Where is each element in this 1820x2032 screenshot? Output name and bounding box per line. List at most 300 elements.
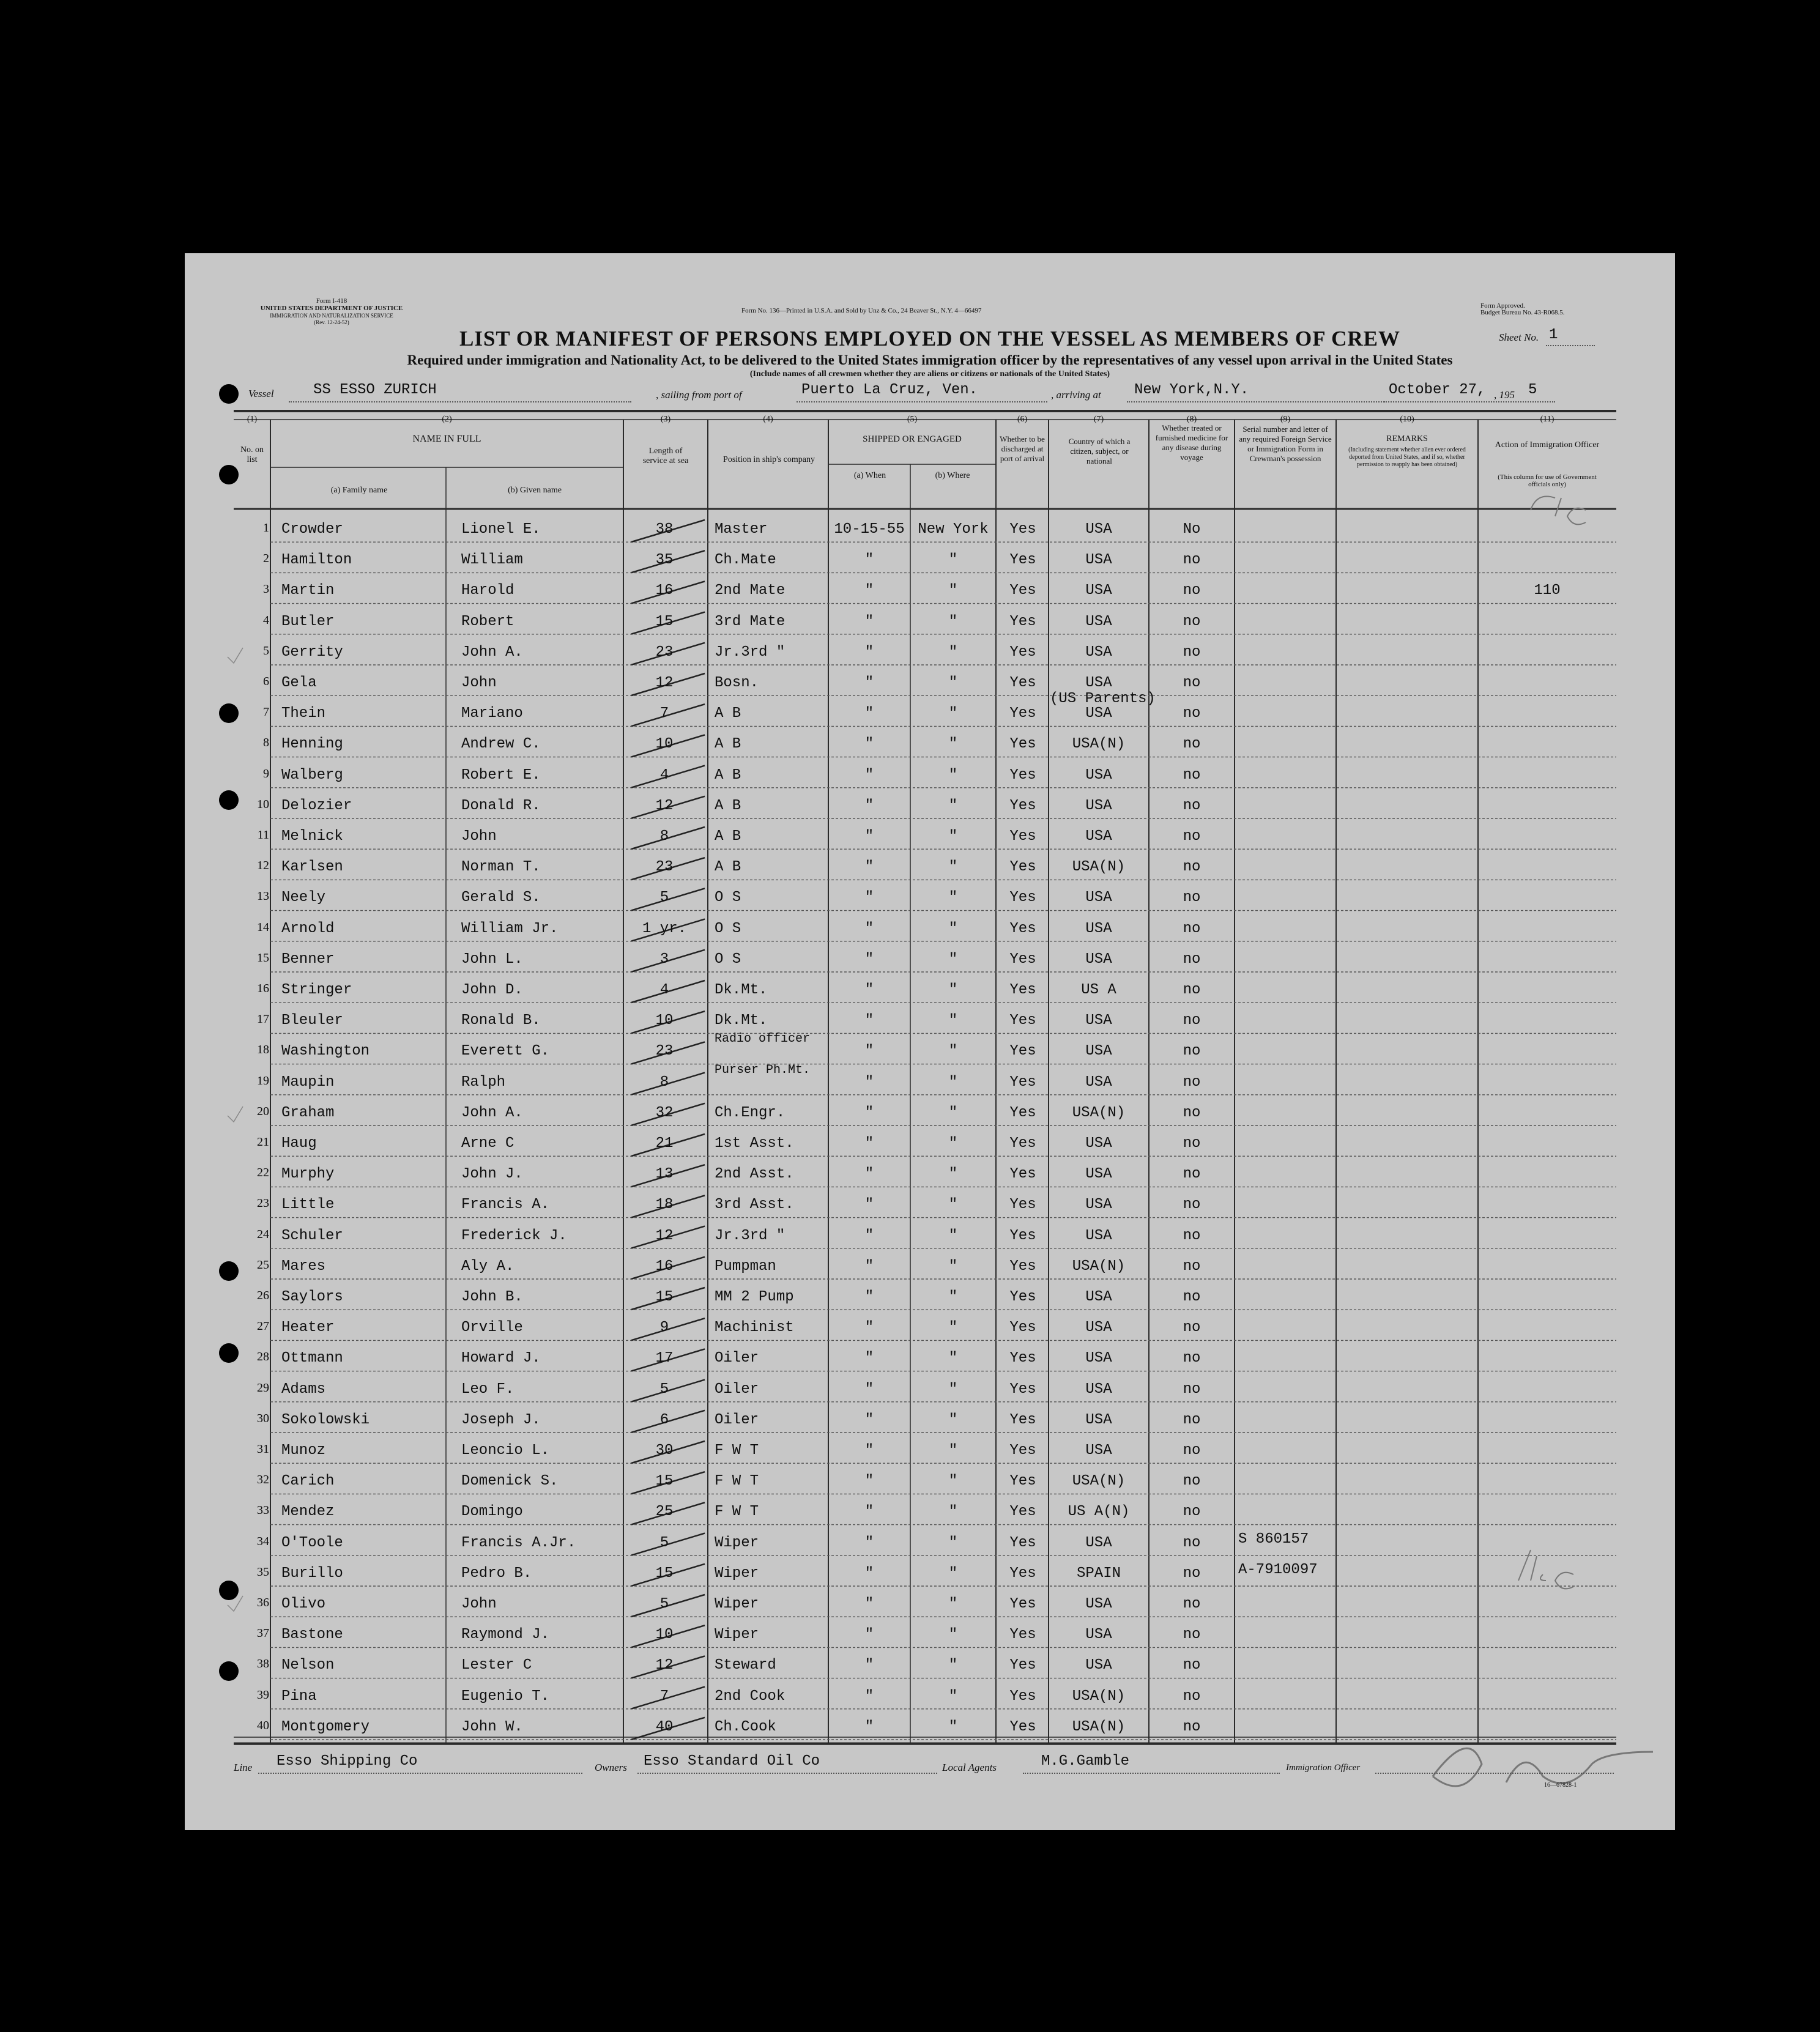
- discharged: Yes: [1009, 613, 1036, 630]
- row-number: 24: [257, 1227, 269, 1241]
- medicine: no: [1183, 889, 1201, 907]
- discharged: Yes: [1009, 1289, 1036, 1305]
- medicine: no: [1183, 1073, 1201, 1091]
- given-name: Donald R.: [461, 797, 541, 814]
- col2a-header: (a) Family name: [330, 486, 388, 495]
- row-number: 36: [257, 1596, 269, 1609]
- owners-label: Owners: [595, 1762, 627, 1773]
- shipped-when: ": [864, 797, 874, 814]
- length-of-service: 25: [655, 1504, 674, 1521]
- length-of-service: 15: [655, 1289, 674, 1305]
- medicine: no: [1183, 1411, 1201, 1428]
- discharged: Yes: [1009, 1073, 1036, 1091]
- shipped-where: ": [948, 552, 958, 569]
- country: USA: [1085, 951, 1112, 968]
- service: IMMIGRATION AND NATURALIZATION SERVICE: [270, 313, 393, 319]
- position: Ch.Mate: [715, 552, 776, 569]
- position: 1st Asst.: [715, 1135, 794, 1152]
- shipped-when: ": [864, 766, 874, 784]
- col9-num: (9): [1280, 415, 1291, 424]
- sailing-label: , sailing from port of: [656, 389, 742, 401]
- discharged: Yes: [1009, 1473, 1036, 1490]
- shipped-where: ": [948, 1657, 958, 1674]
- row-number: 11: [257, 828, 269, 842]
- family-name: Delozier: [281, 797, 352, 814]
- medicine: no: [1183, 613, 1201, 630]
- col7-header: Country of which a citizen, subject, or national: [1068, 437, 1131, 465]
- col11-note: (This column for use of Government officials only): [1498, 473, 1597, 488]
- revision: (Rev. 12-24-52): [314, 319, 349, 325]
- shipped-when: ": [864, 859, 874, 876]
- family-name: Henning: [281, 736, 343, 753]
- country: USA: [1085, 1442, 1112, 1459]
- country: USA: [1085, 1135, 1112, 1152]
- shipped-when: ": [864, 1319, 874, 1337]
- length-of-service: 12: [655, 1657, 674, 1674]
- form-subtitle: Required under immigration and Nationality Act, to be delivered to the United States immigration officer by the representatives of any vessel upon arrival in the United States: [407, 352, 1453, 368]
- medicine: no: [1183, 1626, 1201, 1644]
- length-of-service: 13: [655, 1166, 674, 1183]
- family-name: Ottmann: [281, 1350, 343, 1367]
- family-name: Graham: [281, 1104, 335, 1121]
- col3-num: (3): [660, 415, 671, 424]
- medicine: no: [1183, 1104, 1201, 1121]
- col5b-header: (b) Where: [935, 471, 970, 480]
- discharged: Yes: [1009, 582, 1036, 599]
- position: Wiper: [715, 1626, 759, 1644]
- row-number: 9: [263, 766, 269, 781]
- agents-label: Local Agents: [942, 1762, 997, 1773]
- length-of-service: 16: [655, 1258, 674, 1275]
- family-name: Mendez: [281, 1504, 335, 1521]
- shipped-where: ": [948, 1227, 958, 1244]
- row-number: 10: [257, 797, 269, 811]
- given-name: Norman T.: [461, 859, 541, 876]
- row-number: 35: [257, 1565, 269, 1579]
- shipped-when: ": [864, 1350, 874, 1367]
- shipped-when: ": [864, 828, 874, 845]
- length-of-service: 18: [655, 1196, 674, 1214]
- shipped-when: ": [864, 1718, 874, 1735]
- shipped-when: ": [864, 951, 874, 968]
- family-name: Neely: [281, 889, 326, 907]
- form-id: Form I-418: [316, 297, 347, 305]
- position: Dk.Mt.: [715, 982, 768, 998]
- given-name: Joseph J.: [461, 1411, 541, 1428]
- medicine: no: [1183, 1565, 1201, 1582]
- discharged: Yes: [1009, 1319, 1036, 1337]
- medicine: no: [1183, 1596, 1201, 1612]
- form-note: (Include names of all crewmen whether they are aliens or citizens or nationals of the United States): [749, 369, 1110, 379]
- discharged: Yes: [1009, 1534, 1036, 1551]
- discharged: Yes: [1009, 1688, 1036, 1705]
- shipped-where: ": [948, 1688, 958, 1705]
- length-of-service: 10: [655, 1012, 674, 1029]
- col2-num: (2): [442, 415, 452, 424]
- shipped-when: ": [864, 1626, 874, 1644]
- given-name: John J.: [461, 1166, 523, 1183]
- country: USA: [1085, 705, 1112, 722]
- family-name: Thein: [281, 705, 326, 722]
- given-name: Robert: [461, 613, 514, 630]
- col11-num: (11): [1540, 415, 1554, 424]
- given-name: Robert E.: [461, 766, 541, 784]
- discharged: Yes: [1009, 889, 1036, 907]
- position: Ch.Engr.: [715, 1104, 786, 1121]
- country: USA: [1085, 1350, 1112, 1367]
- country: USA: [1085, 1596, 1112, 1612]
- discharged: Yes: [1009, 643, 1036, 661]
- shipped-when: ": [864, 1565, 874, 1582]
- length-of-service: 5: [659, 1596, 669, 1612]
- medicine: no: [1183, 1657, 1201, 1674]
- shipped-when: ": [864, 1135, 874, 1152]
- row-number: 37: [257, 1626, 269, 1641]
- discharged: Yes: [1009, 1411, 1036, 1428]
- row-number: 39: [257, 1688, 269, 1702]
- shipped-when: ": [864, 1381, 874, 1398]
- shipped-where: ": [948, 1626, 958, 1644]
- row-number: 31: [257, 1442, 269, 1456]
- vessel-name: SS ESSO ZURICH: [313, 382, 437, 398]
- given-name: Arne C: [461, 1135, 514, 1152]
- row-number: 20: [257, 1104, 269, 1118]
- given-name: Domingo: [461, 1504, 523, 1521]
- row-number: 12: [257, 859, 269, 873]
- position: Radio officer: [715, 1032, 811, 1047]
- shipped-where: ": [948, 920, 958, 937]
- country: USA: [1085, 1196, 1112, 1214]
- shipped-when: ": [864, 1504, 874, 1521]
- given-name: Aly A.: [461, 1258, 514, 1275]
- col5-header: SHIPPED OR ENGAGED: [863, 434, 962, 444]
- family-name: O'Toole: [281, 1534, 343, 1551]
- discharged: Yes: [1009, 1350, 1036, 1367]
- country: USA(N): [1072, 1473, 1126, 1490]
- length-of-service: 10: [655, 1626, 674, 1644]
- position: Jr.3rd ": [715, 1227, 786, 1244]
- year-digit: 5: [1528, 382, 1537, 398]
- manifest-sheet: [185, 253, 1675, 1830]
- serial-number: A-7910097: [1238, 1561, 1318, 1578]
- discharged: Yes: [1009, 1565, 1036, 1582]
- row-number: 25: [257, 1258, 269, 1272]
- row-number: 29: [257, 1381, 269, 1395]
- discharged: Yes: [1009, 705, 1036, 722]
- shipped-when: ": [864, 613, 874, 630]
- shipped-where: ": [948, 1289, 958, 1305]
- given-name: Everett G.: [461, 1043, 550, 1060]
- length-of-service: 7: [659, 705, 669, 722]
- form-title: LIST OR MANIFEST OF PERSONS EMPLOYED ON THE VESSEL AS MEMBERS OF CREW: [459, 327, 1401, 350]
- shipped-when: ": [864, 1227, 874, 1244]
- medicine: no: [1183, 1534, 1201, 1551]
- row-number: 18: [257, 1043, 269, 1057]
- col5a-header: (a) When: [853, 471, 886, 480]
- position: Machinist: [715, 1319, 794, 1337]
- country: USA: [1085, 643, 1112, 661]
- discharged: Yes: [1009, 1196, 1036, 1214]
- col4-header: Position in ship's company: [723, 455, 815, 464]
- length-of-service: 16: [655, 582, 674, 599]
- family-name: Murphy: [281, 1166, 335, 1183]
- family-name: Stringer: [281, 982, 352, 998]
- punch-hole: [219, 703, 239, 723]
- length-of-service: 12: [655, 1227, 674, 1244]
- position: Wiper: [715, 1565, 759, 1582]
- arriving-label: , arriving at: [1051, 389, 1101, 401]
- given-name: John D.: [461, 982, 523, 998]
- shipped-when: ": [864, 1411, 874, 1428]
- position: O S: [715, 920, 741, 937]
- given-name: Lester C: [461, 1657, 532, 1674]
- country: USA(N): [1072, 736, 1126, 753]
- discharged: Yes: [1009, 920, 1036, 937]
- country: USA: [1085, 920, 1112, 937]
- discharged: Yes: [1009, 552, 1036, 569]
- agents-value: M.G.Gamble: [1041, 1753, 1130, 1770]
- shipped-where: ": [948, 1258, 958, 1275]
- family-name: Crowder: [281, 521, 343, 538]
- shipped-when: ": [864, 1442, 874, 1459]
- shipped-when: ": [864, 1473, 874, 1490]
- position: A B: [715, 859, 741, 876]
- position: 3rd Asst.: [715, 1196, 794, 1214]
- family-name: Hamilton: [281, 552, 352, 569]
- country: USA: [1085, 1227, 1112, 1244]
- position: Master: [715, 521, 768, 538]
- shipped-where: ": [948, 1534, 958, 1551]
- given-name: John: [461, 828, 497, 845]
- punch-hole: [219, 384, 239, 404]
- length-of-service: 4: [659, 766, 669, 784]
- col5-num: (5): [907, 415, 918, 424]
- shipped-when: ": [864, 1688, 874, 1705]
- family-name: Saylors: [281, 1289, 343, 1305]
- country: USA: [1085, 1319, 1112, 1337]
- shipped-when: ": [864, 643, 874, 661]
- col8-header: Whether treated or furnished medicine for any disease during voyage: [1155, 423, 1228, 462]
- punch-hole: [219, 465, 239, 484]
- arrival-date: October 27,: [1389, 382, 1486, 398]
- country: USA(N): [1072, 1688, 1126, 1705]
- country: USA: [1085, 582, 1112, 599]
- length-of-service: 7: [659, 1688, 669, 1705]
- medicine: no: [1183, 1043, 1201, 1060]
- col2-header: NAME IN FULL: [412, 434, 481, 444]
- discharged: Yes: [1009, 982, 1036, 998]
- line-label: Line: [234, 1762, 253, 1773]
- row-number: 21: [257, 1135, 269, 1149]
- family-name: Sokolowski: [281, 1411, 370, 1428]
- family-name: Mares: [281, 1258, 326, 1275]
- shipped-where: ": [948, 582, 958, 599]
- shipped-when: ": [864, 1534, 874, 1551]
- shipped-where: ": [948, 1442, 958, 1459]
- family-name: Heater: [281, 1319, 335, 1337]
- medicine: no: [1183, 705, 1201, 722]
- family-name: Martin: [281, 582, 335, 599]
- family-name: Nelson: [281, 1657, 335, 1674]
- row-number: 6: [263, 675, 269, 688]
- col8-num: (8): [1186, 415, 1197, 424]
- shipped-when: ": [864, 1166, 874, 1183]
- given-name: William Jr.: [461, 920, 559, 937]
- position: 2nd Cook: [715, 1688, 786, 1705]
- given-name: John A.: [461, 643, 523, 661]
- given-name: William: [461, 552, 523, 569]
- length-of-service: 23: [655, 859, 674, 876]
- length-of-service: 38: [655, 521, 674, 538]
- family-name: Haug: [281, 1135, 317, 1152]
- row-number: 32: [257, 1473, 269, 1487]
- discharged: Yes: [1009, 1442, 1036, 1459]
- shipped-when: ": [864, 982, 874, 998]
- shipped-when: ": [864, 675, 874, 691]
- length-of-service: 5: [659, 1534, 669, 1551]
- medicine: No: [1183, 521, 1201, 538]
- position: A B: [715, 797, 741, 814]
- col4-num: (4): [763, 415, 773, 424]
- length-of-service: 23: [655, 1043, 674, 1060]
- length-of-service: 1 yr.: [642, 920, 686, 937]
- form-approved: Form Approved.: [1480, 302, 1525, 310]
- family-name: Pina: [281, 1688, 317, 1705]
- given-name: Pedro B.: [461, 1565, 532, 1582]
- medicine: no: [1183, 982, 1201, 998]
- medicine: no: [1183, 552, 1201, 569]
- position: Wiper: [715, 1534, 759, 1551]
- length-of-service: 30: [655, 1442, 674, 1459]
- given-name: John: [461, 675, 497, 691]
- position: Oiler: [715, 1381, 759, 1398]
- family-name: Gerrity: [281, 643, 343, 661]
- col3-header: Length of service at sea: [642, 447, 689, 465]
- col1-header: No. on list: [240, 445, 264, 464]
- budget-bureau: Budget Bureau No. 43-R068.5.: [1480, 309, 1565, 316]
- given-name: Frederick J.: [461, 1227, 567, 1244]
- col7-num: (7): [1093, 415, 1104, 424]
- family-name: Washington: [281, 1043, 370, 1060]
- country: USA(N): [1072, 1718, 1126, 1735]
- discharged: Yes: [1009, 736, 1036, 753]
- given-name: Mariano: [461, 705, 523, 722]
- length-of-service: 17: [655, 1350, 674, 1367]
- medicine: no: [1183, 1227, 1201, 1244]
- col2b-header: (b) Given name: [508, 486, 562, 495]
- position: 2nd Asst.: [715, 1166, 794, 1183]
- medicine: no: [1183, 1166, 1201, 1183]
- given-name: Leoncio L.: [461, 1442, 550, 1459]
- given-name: John A.: [461, 1104, 523, 1121]
- family-name: Olivo: [281, 1596, 326, 1612]
- shipped-when: ": [864, 705, 874, 722]
- length-of-service: 35: [655, 552, 674, 569]
- shipped-when: ": [864, 1657, 874, 1674]
- medicine: no: [1183, 1473, 1201, 1490]
- country: USA: [1085, 1381, 1112, 1398]
- punch-hole: [219, 1581, 239, 1600]
- from-port: Puerto La Cruz, Ven.: [801, 382, 978, 398]
- position: Bosn.: [715, 675, 759, 691]
- printer-line: Form No. 136—Printed in U.S.A. and Sold by Unz & Co., 24 Beaver St., N.Y. 4—66497: [741, 307, 982, 314]
- discharged: Yes: [1009, 1135, 1036, 1152]
- given-name: Andrew C.: [461, 736, 541, 753]
- given-name: Ralph: [461, 1073, 506, 1091]
- line-underline: [258, 1773, 582, 1774]
- discharged: Yes: [1009, 1258, 1036, 1275]
- family-name: Gela: [281, 675, 317, 691]
- length-of-service: 23: [655, 643, 674, 661]
- country: USA: [1085, 828, 1112, 845]
- medicine: no: [1183, 951, 1201, 968]
- row-number: 1: [263, 521, 269, 535]
- given-name: Orville: [461, 1319, 523, 1337]
- shipped-where: ": [948, 1565, 958, 1582]
- country: USA: [1085, 521, 1112, 538]
- country: USA: [1085, 766, 1112, 784]
- shipped-where: ": [948, 1073, 958, 1091]
- given-name: John B.: [461, 1289, 523, 1305]
- length-of-service: 8: [659, 828, 669, 845]
- row-number: 3: [263, 582, 269, 596]
- medicine: no: [1183, 797, 1201, 814]
- medicine: no: [1183, 828, 1201, 845]
- position: 2nd Mate: [715, 582, 786, 599]
- shipped-when: ": [864, 552, 874, 569]
- row-number: 26: [257, 1289, 269, 1302]
- given-name: Ronald B.: [461, 1012, 541, 1029]
- shipped-where: ": [948, 859, 958, 876]
- discharged: Yes: [1009, 1718, 1036, 1735]
- shipped-where: ": [948, 1718, 958, 1735]
- medicine: no: [1183, 1289, 1201, 1305]
- discharged: Yes: [1009, 1227, 1036, 1244]
- medicine: no: [1183, 1718, 1201, 1735]
- given-name: Howard J.: [461, 1350, 541, 1367]
- country: USA: [1085, 797, 1112, 814]
- punch-hole: [219, 1343, 239, 1363]
- family-name: Melnick: [281, 828, 343, 845]
- shipped-where: ": [948, 643, 958, 661]
- shipped-where: ": [948, 1596, 958, 1612]
- row-number: 28: [257, 1350, 269, 1364]
- owners-value: Esso Standard Oil Co: [644, 1753, 820, 1770]
- shipped-when: ": [864, 1596, 874, 1612]
- discharged: Yes: [1009, 859, 1036, 876]
- shipped-where: ": [948, 1319, 958, 1337]
- given-name: Eugenio T.: [461, 1688, 550, 1705]
- col9-header: Serial number and letter of any required Foreign Service or Immigration Form in Crewman's possession: [1239, 425, 1332, 463]
- position: A B: [715, 705, 741, 722]
- given-name: Gerald S.: [461, 889, 541, 907]
- shipped-when: ": [864, 920, 874, 937]
- discharged: Yes: [1009, 1596, 1036, 1612]
- shipped-when: ": [864, 889, 874, 907]
- medicine: no: [1183, 643, 1201, 661]
- shipped-when: ": [864, 736, 874, 753]
- family-name: Bleuler: [281, 1012, 343, 1029]
- officer-underline: [1375, 1773, 1614, 1774]
- family-name: Walberg: [281, 766, 343, 784]
- country: USA: [1085, 1073, 1112, 1091]
- discharged: Yes: [1009, 766, 1036, 784]
- shipped-when: 10-15-55: [834, 521, 905, 538]
- given-name: John: [461, 1596, 497, 1612]
- length-of-service: 15: [655, 1565, 674, 1582]
- medicine: no: [1183, 1688, 1201, 1705]
- country: USA: [1085, 613, 1112, 630]
